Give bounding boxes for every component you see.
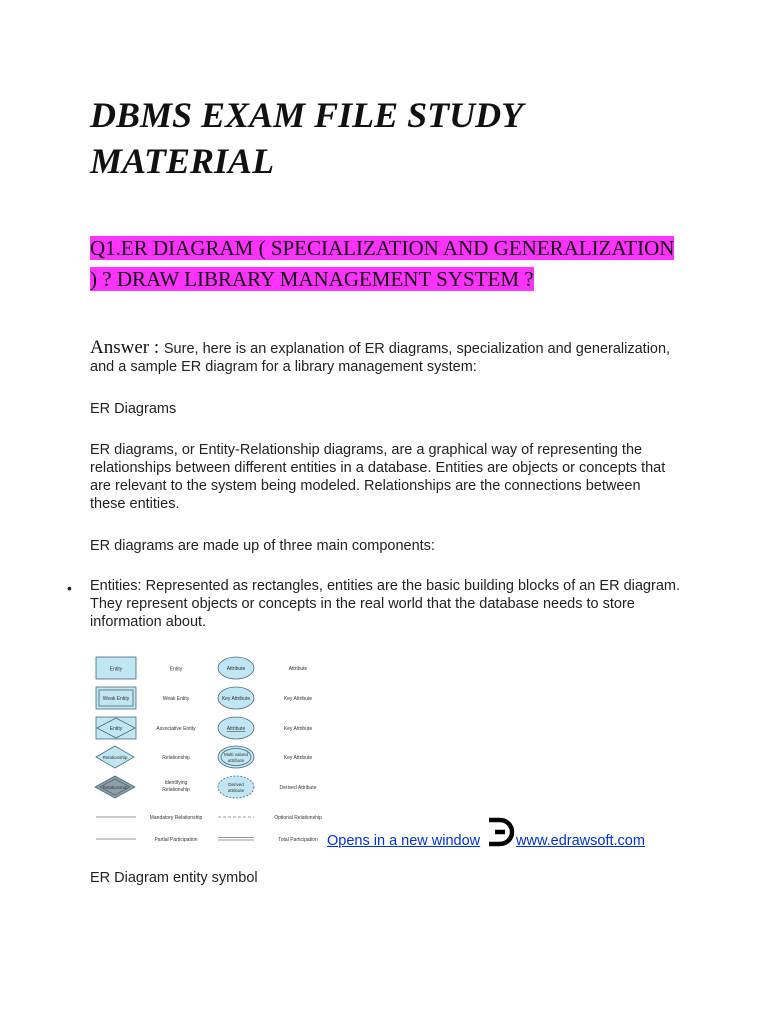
relationship-symbol-label: Relationship — [102, 755, 128, 760]
entities-bullet-text: Entities: Represented as rectangles, entities are the basic building blocks of an ER diagram. They represent objects or concepts in the real world that the database needs to store information about. — [90, 578, 680, 630]
derived-label-1: Derived — [228, 782, 244, 787]
question-heading — [90, 233, 680, 295]
er-diagrams-paragraph: ER diagrams, or Entity-Relationship diagrams, are a graphical way of representing the relationships between different entities in a database. Entities are objects or concepts that are relevant to the system being modeled. Relationships are the connections between these entities. — [90, 442, 666, 512]
entity-symbol-label: Entity — [109, 666, 123, 673]
er-symbols-figure — [90, 648, 330, 850]
entity-desc: Entity — [169, 666, 183, 673]
er-diagrams-heading: ER Diagrams — [90, 401, 177, 417]
source-link-row — [327, 816, 667, 850]
mandatory-desc: Mandatory Relationship — [149, 815, 203, 821]
multivalued-label-1: Multi valued — [223, 752, 249, 757]
identifying-desc-2: Relationship — [162, 787, 190, 793]
question-highlight: Q1.ER DIAGRAM ( SPECIALIZATION AND GENERALIZATION ) ? DRAW LIBRARY MANAGEMENT SYSTEM ? — [90, 236, 675, 291]
associative-entity-symbol-label: Entity — [109, 726, 123, 732]
total-desc: Total Participation — [278, 837, 318, 843]
partial-desc: Partial Participation — [154, 837, 198, 843]
answer-label: Answer : — [90, 337, 164, 358]
key-attribute-desc-2: Key Attribute — [283, 726, 313, 732]
associative-entity-desc: Associative Entity — [156, 726, 196, 732]
components-paragraph: ER diagrams are made up of three main components: — [90, 538, 435, 554]
multivalued-label-2: attribute — [227, 758, 245, 763]
answer-text: Sure, here is an explanation of ER diagrams, specialization and generalization, and a sample ER diagram for a library management system: — [90, 341, 671, 375]
underlined-attribute-symbol-label: Attribute — [226, 726, 246, 732]
weak-entity-symbol-label: Weak Entity — [102, 696, 130, 702]
key-attribute-desc-1: Key Attribute — [283, 696, 313, 702]
identifying-relationship-symbol-label: Relationship — [102, 785, 128, 790]
relationship-desc: Relationship — [162, 755, 190, 761]
document-title: DBMS EXAM FILE STUDY MATERIAL — [90, 95, 522, 181]
identifying-desc-1: Identifying — [164, 780, 188, 786]
edrawsoft-site-link[interactable]: www.edrawsoft.com — [516, 833, 645, 849]
edrawsoft-logo-icon — [486, 816, 516, 848]
optional-desc: Optional Relationship — [274, 815, 322, 821]
weak-entity-desc: Weak Entity — [162, 696, 190, 702]
bullet-icon: • — [67, 580, 72, 596]
key-attribute-symbol-label: Key Attribute — [221, 696, 251, 702]
attribute-desc: Attribute — [288, 666, 308, 672]
opens-new-window-link[interactable]: Opens in a new window — [327, 833, 481, 849]
derived-label-2: attribute — [227, 788, 245, 793]
multivalued-attribute-symbol — [218, 746, 254, 768]
derived-attribute-symbol — [218, 776, 254, 798]
figure-caption: ER Diagram entity symbol — [90, 870, 258, 886]
derived-attribute-desc: Derived Attribute — [279, 785, 317, 791]
attribute-symbol-label: Attribute — [226, 666, 246, 672]
key-attribute-desc-3: Key Attribute — [283, 755, 313, 761]
answer-paragraph — [90, 339, 680, 376]
